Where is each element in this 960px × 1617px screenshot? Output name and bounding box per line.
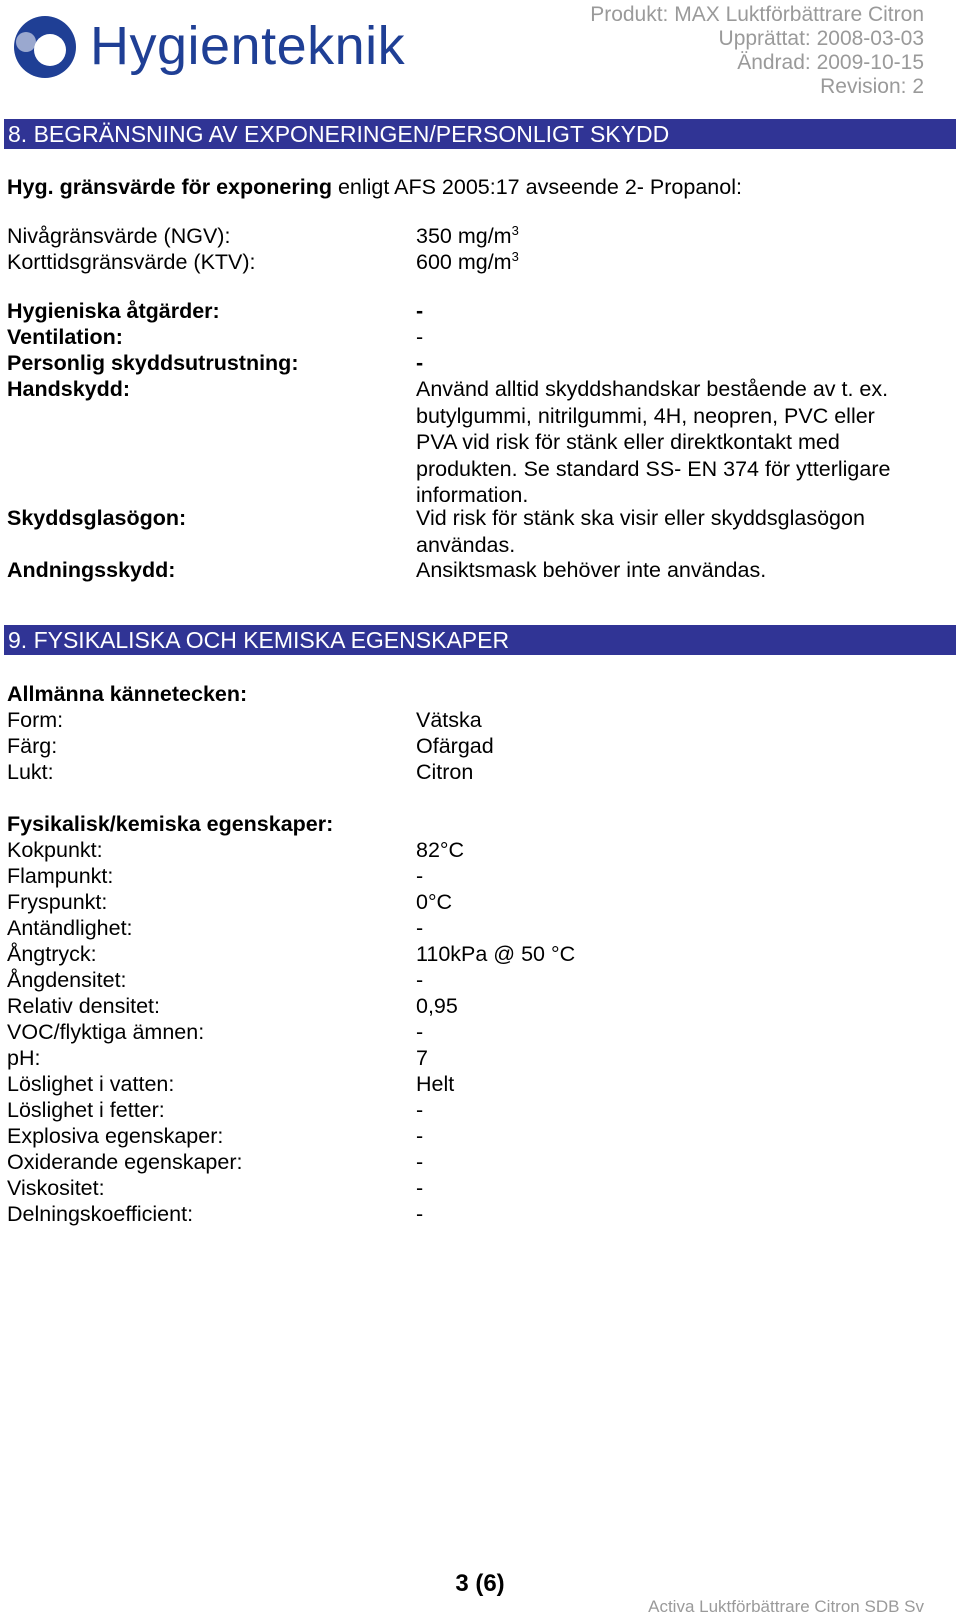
goggles-value: Vid risk för stänk ska visir eller skyddsglasögon användas. (416, 506, 865, 557)
prop-value: 0°C (416, 890, 453, 914)
ppe-value: - (416, 351, 424, 375)
ventilation-value: - (416, 325, 424, 349)
props-heading: Fysikalisk/kemiska egenskaper: (7, 812, 334, 836)
logo-text: Hygienteknik (90, 16, 406, 76)
prop-label: Ångtryck: (7, 942, 97, 966)
prop-label: Löslighet i vatten: (7, 1072, 175, 1096)
prop-value: - (416, 1098, 424, 1122)
prop-value: 0,95 (416, 994, 458, 1018)
changed-date: Ändrad: 2009-10-15 (737, 51, 924, 74)
general-value: Citron (416, 760, 474, 784)
ktv-label: Korttidsgränsvärde (KTV): (7, 250, 256, 274)
prop-value: - (416, 916, 424, 940)
ngv-value: 350 $mg/m^3$ (416, 222, 519, 248)
prop-value: 7 (416, 1046, 428, 1070)
respiratory-value: Ansiktsmask behöver inte användas. (416, 558, 767, 582)
prop-value: - (416, 1020, 424, 1044)
goggles-label: Skyddsglasögon: (7, 506, 187, 530)
general-label: Lukt: (7, 760, 54, 784)
section-8-heading: 8. BEGRÄNSNING AV EXPONERINGEN/PERSONLIGT SKYDD (4, 119, 956, 149)
section-9-heading: 9. FYSIKALISKA OCH KEMISKA EGENSKAPER (4, 625, 956, 655)
gloves-value: Använd alltid skyddshandskar bestående av t. ex. butylgummi, nitrilgummi, 4H, neopren, PVC eller PVA vid risk för stänk eller direktkontakt med produkten. Se standard SS- EN 374 för ytterligare information. (416, 377, 891, 507)
page-number: 3 (6) (455, 1570, 505, 1597)
prop-label: Antändlighet: (7, 916, 133, 940)
prop-value: - (416, 1176, 424, 1200)
document-name: Activa Luktförbättrare Citron SDB Sv (648, 1597, 924, 1616)
gloves-label: Handskydd: (7, 377, 131, 401)
prop-label: Ångdensitet: (7, 968, 127, 992)
prop-label: Explosiva egenskaper: (7, 1124, 224, 1148)
prop-label: Relativ densitet: (7, 994, 160, 1018)
revision: Revision: 2 (820, 75, 924, 98)
logo-mark-icon (12, 14, 82, 84)
hygiene-label: Hygieniska åtgärder: (7, 299, 220, 323)
ngv-label: Nivågränsvärde (NGV): (7, 224, 231, 248)
general-value: Vätska (416, 708, 482, 732)
prop-value: - (416, 864, 424, 888)
prop-label: Flampunkt: (7, 864, 114, 888)
company-logo (12, 10, 412, 84)
ventilation-label: Ventilation: (7, 325, 123, 349)
document-header-info (590, 3, 924, 99)
ppe-label: Personlig skyddsutrustning: (7, 351, 299, 375)
hygiene-value: - (416, 299, 424, 323)
prop-value: Helt (416, 1072, 455, 1096)
ktv-value: 600 $mg/m^3$ (416, 248, 519, 274)
limits-intro (7, 174, 940, 201)
product-name: Produkt: MAX Luktförbättrare Citron (590, 3, 924, 26)
prop-value: - (416, 1124, 424, 1148)
prop-value: - (416, 1150, 424, 1174)
prop-value: 82°C (416, 838, 465, 862)
general-heading: Allmänna kännetecken: (7, 682, 248, 706)
created-date: Upprättat: 2008-03-03 (718, 27, 924, 50)
prop-label: VOC/flyktiga ämnen: (7, 1020, 205, 1044)
prop-label: Löslighet i fetter: (7, 1098, 165, 1122)
prop-label: Viskositet: (7, 1176, 105, 1200)
prop-value: 110kPa @ 50 °C (416, 942, 576, 966)
prop-value: - (416, 1202, 424, 1226)
prop-label: pH: (7, 1046, 41, 1070)
prop-label: Delningskoefficient: (7, 1202, 194, 1226)
respiratory-label: Andningsskydd: (7, 558, 176, 582)
general-value: Ofärgad (416, 734, 494, 758)
general-label: Färg: (7, 734, 58, 758)
prop-label: Oxiderande egenskaper: (7, 1150, 243, 1174)
general-label: Form: (7, 708, 64, 732)
prop-label: Kokpunkt: (7, 838, 103, 862)
limits-intro-bold: Hyg. gränsvärde för exponering (7, 175, 332, 199)
limits-intro-rest: enligt AFS 2005:17 avseende 2- Propanol: (331, 175, 742, 199)
prop-value: - (416, 968, 424, 992)
prop-label: Fryspunkt: (7, 890, 108, 914)
